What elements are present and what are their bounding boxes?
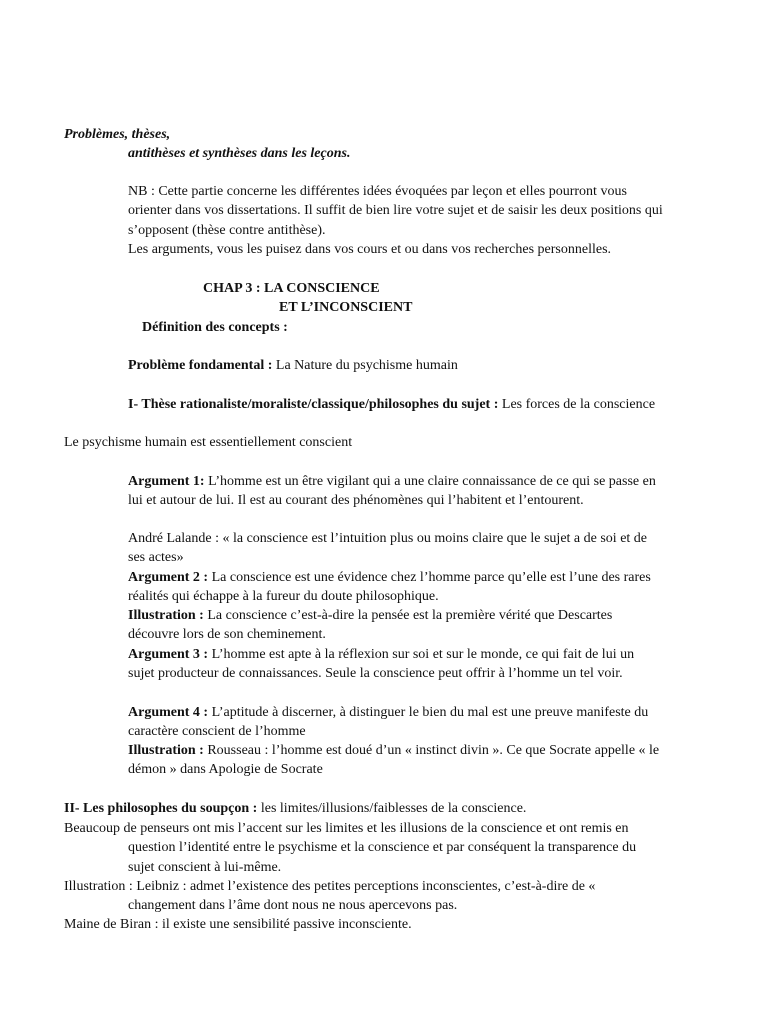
illustration-2-text: Rousseau : l’homme est doué d’un « instinct divin ». Ce que Socrate appelle « le démon » dans Apologie de Socrate — [128, 743, 660, 778]
argument-2 — [128, 568, 664, 607]
these-heading — [128, 395, 664, 414]
soupcon-heading-text: les limites/illusions/faiblesses de la conscience. — [257, 801, 527, 816]
illustration-1-label: Illustration : — [128, 608, 204, 623]
illustration-1-text: La conscience c’est-à-dire la pensée est la première vérité que Descartes découvre lors de son cheminement. — [128, 608, 613, 643]
illustration-2-label: Illustration : — [128, 743, 204, 758]
soupcon-paragraph-2: Illustration : Leibniz : admet l’existence des petites perceptions inconscientes, c’est-à-dire de « changement dans l’âme dont nous ne nous apercevons pas. — [64, 879, 596, 914]
soupcon-paragraph-3: Maine de Biran : il existe une sensibilité passive inconsciente. — [64, 917, 412, 932]
soupcon-heading-label: II- Les philosophes du soupçon : — [64, 801, 258, 816]
argument-3-text: L’homme est apte à la réflexion sur soi et sur le monde, ce qui fait de lui un sujet producteur de connaissances. Seule la conscience peut offrir à l’homme un tel voir. — [128, 647, 635, 682]
these-heading-text: Les forces de la conscience — [498, 397, 656, 412]
illustration-2 — [128, 741, 664, 780]
argument-2-label: Argument 2 : — [128, 570, 209, 585]
nb-arguments: Les arguments, vous les puisez dans vos cours et ou dans vos recherches personnelles. — [128, 242, 612, 257]
these-heading-label: I- Thèse rationaliste/moraliste/classique/philosophes du sujet : — [128, 397, 499, 412]
soupcon-paragraph-1: Beaucoup de penseurs ont mis l’accent sur les limites et les illusions de la conscience et ont remis en question l’identité entre le psychisme et la conscience et par conséquent la transparence du sujet conscient à lui-même. — [64, 821, 637, 875]
argument-4 — [128, 703, 664, 742]
lalande-quote: André Lalande : « la conscience est l’intuition plus ou moins claire que le sujet a de soi et de ses actes» — [128, 531, 648, 566]
nb-paragraph: NB : Cette partie concerne les différentes idées évoquées par leçon et elles pourront vous orienter dans vos dissertations. Il suffit de bien lire votre sujet et de saisir les deux positions qui s’opposent (thèse contre antithèse). — [128, 184, 663, 238]
probleme-fondamental — [128, 356, 664, 375]
argument-1-text: L’homme est un être vigilant qui a une claire connaissance de ce qui se passe en lui et autour de lui. Il est au courant des phénomènes qui l’habitent et l’entourent. — [128, 474, 656, 509]
chapter-title-line-1: CHAP 3 : LA CONSCIENCE — [203, 281, 380, 296]
probleme-text: La Nature du psychisme humain — [272, 358, 458, 373]
argument-4-text: L’aptitude à discerner, à distinguer le bien du mal est une preuve manifeste du caractère conscient de l’homme — [128, 705, 649, 740]
argument-3-label: Argument 3 : — [128, 647, 209, 662]
these-statement: Le psychisme humain est essentiellement conscient — [64, 435, 353, 450]
definitions-heading: Définition des concepts : — [142, 320, 288, 335]
argument-3 — [128, 645, 664, 684]
header-line-2: antithèses et synthèses dans les leçons. — [128, 146, 351, 161]
argument-4-label: Argument 4 : — [128, 705, 209, 720]
argument-1-label: Argument 1: — [128, 474, 205, 489]
chapter-title-line-2: ET L’INCONSCIENT — [279, 300, 413, 315]
argument-2-text: La conscience est une évidence chez l’homme parce qu’elle est l’une des rares réalités qui échappe à la fureur du doute philosophique. — [128, 570, 651, 605]
soupcon-heading — [64, 799, 684, 818]
probleme-label: Problème fondamental : — [128, 358, 273, 373]
header-line-1: Problèmes, thèses, — [64, 127, 171, 142]
illustration-1 — [128, 606, 664, 645]
argument-1 — [128, 472, 664, 511]
